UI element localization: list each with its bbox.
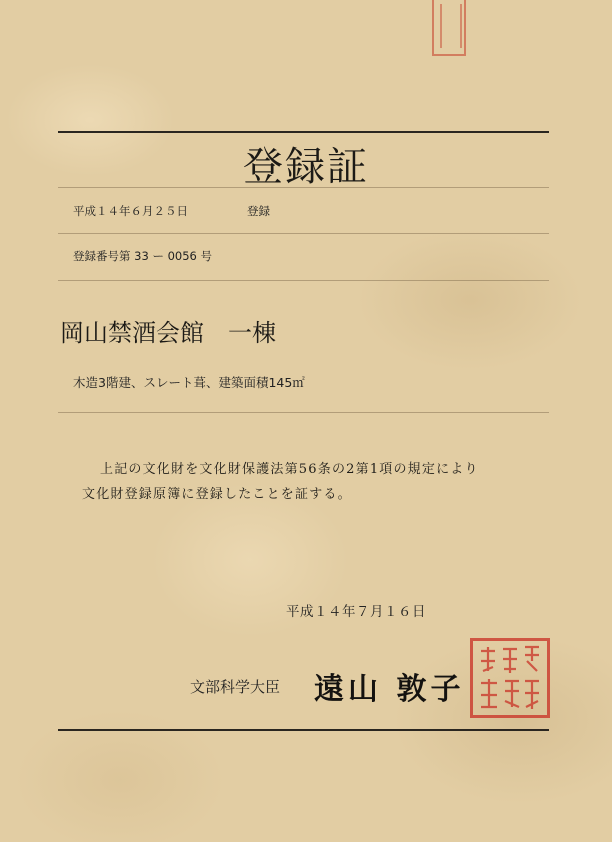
divider-3 xyxy=(58,280,549,281)
minister-title: 文部科学大臣 xyxy=(190,678,281,696)
title-top-rule xyxy=(58,131,549,133)
certificate-title: 登録証 xyxy=(243,144,369,190)
seal-glyph-art xyxy=(473,641,547,715)
issue-date: 平成１４年７月１６日 xyxy=(286,604,426,620)
divider-2 xyxy=(58,233,549,234)
property-name: 岡山禁酒会館 一棟 xyxy=(60,319,276,347)
structure-description: 木造3階建、スレート葺、建築面積145㎡ xyxy=(73,375,305,390)
official-seal-stamp xyxy=(470,638,550,718)
divider-1 xyxy=(58,187,549,188)
registration-date: 平成１４年６月２５日 xyxy=(73,204,188,218)
divider-4 xyxy=(58,412,549,413)
registration-number: 登録番号第 33 ー 0056 号 xyxy=(73,249,213,263)
bottom-rule xyxy=(58,729,549,731)
certification-text-line-2: 文化財登録原簿に登録したことを証する。 xyxy=(82,487,352,502)
minister-signature: 遠山 敦子 xyxy=(314,672,465,707)
top-seal-stamp xyxy=(432,0,466,56)
registration-word: 登録 xyxy=(247,204,270,218)
certification-text-line-1: 上記の文化財を文化財保護法第56条の2第1項の規定により xyxy=(100,462,479,477)
